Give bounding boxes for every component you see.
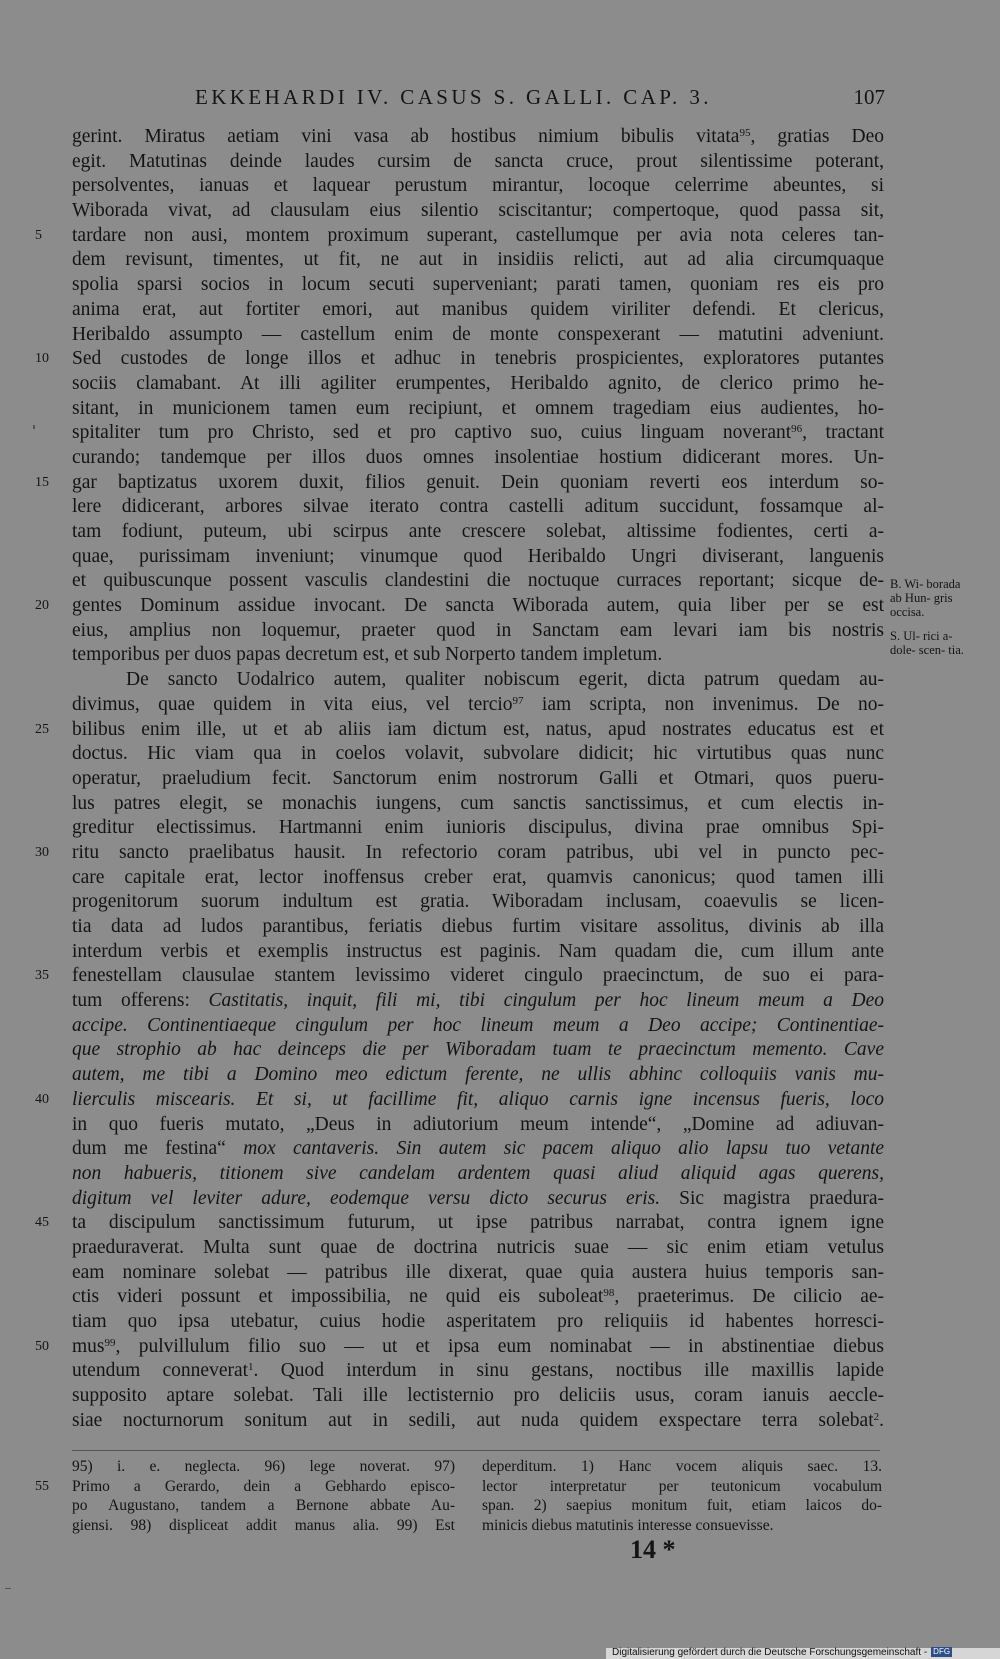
text-line: Heribaldo assumpto — castellum enim de monte conspexerant — matutini adveniunt. xyxy=(72,323,884,345)
text-line: sitant, in municionem tamen eum recipiunt, et omnem tragediam eius audientes, ho- xyxy=(72,397,884,419)
text-line: tum offerens: Castitatis, inquit, fili mi, tibi cingulum per hoc lineum meum a Deo xyxy=(72,990,885,1012)
line-number: 15 xyxy=(35,474,49,490)
signature-mark: 14 * xyxy=(630,1535,676,1564)
footnote-line: minicis diebus matutinis interesse consuevisse. xyxy=(482,1516,774,1534)
text-line: in quo fueris mutato, „Deus in adiutorium meum intende“, „Domine ad adiuvan- xyxy=(72,1113,884,1135)
text-line: 30 ritu sancto praelibatus hausit. In refectorio coram patribus, ubi vel in puncto pec- xyxy=(72,841,884,866)
running-title: EKKEHARDI IV. CASUS S. GALLI. CAP. 3. xyxy=(195,85,712,109)
text-line: divimus, quae quidem in vita eius, vel tercio$^{97}$ iam scripta, non invenimus. De no- xyxy=(72,693,884,715)
text-line: dum me festina“ mox cantaveris. Sin autem sic pacem aliquo alio lapsu tuo vetante xyxy=(72,1138,885,1160)
text-line: utendum conneverat$^1$. Quod interdum in sinu gestans, noctibus ille maxillis lapide xyxy=(72,1360,884,1382)
running-head xyxy=(70,85,885,115)
text-line: gerint. Miratus aetiam vini vasa ab hostibus nimium bibulis vitata$^{95}$, gratias Deo xyxy=(72,126,885,147)
footnote-line: giensi. 98) displiceat addit manus alia. 99) Est xyxy=(72,1516,455,1534)
text-line: 5 tardare non ausi, montem proximum superant, castellumque per avia nota celeres tan- xyxy=(72,224,884,249)
text-line: persolventes, ianuas et laquear perustum mirantur, locoque celerrime abeuntes, si xyxy=(72,175,884,197)
digitization-credit: Digitalisierung gefördert durch die Deutsche Forschungsgemeinschaft - DFG xyxy=(612,1647,951,1658)
text-line: greditur electissimus. Hartmanni enim iunioris discipulus, divina prae omnibus Spi- xyxy=(72,817,884,839)
dfg-logo: DFG xyxy=(933,1647,951,1656)
text-line: praeduraverat. Multa sunt quae de doctrina nutricis suae — sic enim etiam vetulus xyxy=(72,1236,884,1258)
line-number: 30 xyxy=(35,844,49,860)
scan-mark xyxy=(33,425,35,429)
text-line: lus patres elegit, se monachis iungens, cum sanctis sanctissimus, et cum electis in- xyxy=(72,792,884,814)
line-number: 45 xyxy=(35,1215,49,1231)
line-number: 25 xyxy=(35,721,49,737)
text-line: et quibuscunque possent vasculis clandestini die noctuque curraces reportant; sicque de- xyxy=(72,570,884,592)
text-line: 20 gentes Dominum assidue invocant. De sancta Wiborada autem, quia liber per se est xyxy=(72,594,884,619)
text-line: 50 mus$^{99}$, pulvillulum filio suo — ut et ipsa eum nominabat — in abstinentiae diebus xyxy=(72,1335,884,1360)
line-number: 55 xyxy=(35,1478,49,1494)
text-line: care capitale erat, lector inoffensus creber erat, quamvis canonicus; quod tamen illi xyxy=(72,866,884,888)
text-line: spolia sparsi socios in locum secuti superveniant; parati tamen, quoniam res eis pro xyxy=(72,274,884,296)
footnote-line: lector interpretatur per teutonicum vocabulum xyxy=(482,1477,882,1495)
text-line: 45 ta discipulum sanctissimum futurum, ut ipse patribus narrabat, contra ignem igne xyxy=(72,1211,884,1236)
line-number: 35 xyxy=(35,968,49,984)
line-number: 50 xyxy=(35,1338,49,1354)
text-line: 10 Sed custodes de longe illos et adhuc in tenebris prospicientes, exploratores putantes xyxy=(72,347,884,372)
text-line: spitaliter tum pro Christo, sed et pro captivo suo, cuius linguam noverant$^{96}$, tractant xyxy=(72,422,884,444)
text-line: anima erat, aut fortiter emori, aut manibus quidem viriliter defendi. Et clericus, xyxy=(72,298,884,320)
text-line: sociis clamabant. At illi agiliter erumpentes, Heribaldo agnito, de clerico primo he- xyxy=(72,372,884,394)
text-line: eius, amplius non loquemur, praeter quod in Sanctam eam levari iam bis nostris xyxy=(72,619,884,641)
text-line: temporibus per duos papas decretum est, et sub Norperto tandem impletum. xyxy=(72,644,663,666)
text-line: lere didicerant, arbores silvae iterato contra castelli aditum succidunt, fossamque al- xyxy=(72,496,884,518)
text-line: 40 lierculis miscearis. Et si, ut facillime fit, aliquo carnis igne incensus fueris, loco xyxy=(72,1088,884,1113)
text-line: digitum vel leviter adure, eodemque versu dicto securus eris. Sic magistra praedura- xyxy=(72,1187,884,1209)
text-line: operatur, praeludium fecit. Sanctorum enim nostrorum Galli et Otmari, quos pueru- xyxy=(72,767,884,789)
text-line: curando; tandemque per illos duos omnes insolentiae hostium didicerant mores. Un- xyxy=(72,446,884,468)
text-line: tia data ad ludos parantibus, feriatis diebus furtim visitare assolitus, divinis ab illa xyxy=(72,916,884,937)
footnotes-left-column xyxy=(35,1457,455,1535)
text-line: accipe. Continentiaeque cingulum per hoc lineum meum a Deo accipe; Continentiae- xyxy=(72,1014,884,1036)
text-line: 15 gar baptizatus uxorem duxit, filios genuit. Dein quoniam reverti eos interdum so- xyxy=(72,471,884,496)
margin-note: S. Ul- rici a- dole- scen- tia. xyxy=(890,629,964,657)
footnote-line: deperditum. 1) Hanc vocem aliquis saec. 13. xyxy=(482,1458,882,1475)
footnote-divider xyxy=(72,1450,880,1451)
footnote-line: 95) i. e. neglecta. 96) lege noverat. 97) xyxy=(72,1458,455,1475)
text-line: progenitorum suorum indultum est gratia. Wiboradam inclusam, coaevulis se licen- xyxy=(72,891,884,913)
text-line: 25 bilibus enim ille, ut et ab aliis iam dictum est, natus, apud nostrates educatus est et xyxy=(72,718,884,743)
text-line: eam nominare solebat — patribus ille dixerat, quae quia austera huius temporis san- xyxy=(72,1261,884,1283)
footnote-line: 55 Primo a Gerardo, dein a Gebhardo episco- xyxy=(35,1477,455,1495)
text-line: que strophio ab hac deinceps die per Wiboradam tuam te praecinctum memento. Cave xyxy=(72,1039,884,1061)
line-number: 5 xyxy=(35,227,42,243)
line-number: 10 xyxy=(35,351,49,367)
text-line: De sancto Uodalrico autem, qualiter nobiscum egerit, dicta patrum quedam au- xyxy=(126,669,884,691)
line-number: 20 xyxy=(35,598,49,614)
text-line: siae nocturnorum sonitum aut in sedili, aut nuda quidem exspectare terra solebat$^2$. xyxy=(72,1409,884,1431)
text-line: ctis videri possunt et impossibilia, ne quid eis suboleat$^{98}$, praeterimus. De cilicio ae- xyxy=(72,1286,884,1308)
footnotes-right-column xyxy=(482,1457,882,1535)
text-line: egit. Matutinas deinde laudes cursim de sancta cruce, prout silentissime poterant, xyxy=(72,150,884,172)
text-line: supposito aptare solebat. Tali ille lectisternio pro deliciis usus, coram ianuis aeccle- xyxy=(72,1385,884,1407)
page-number: 107 xyxy=(853,85,885,109)
text-line: tam fodiunt, puteum, ubi scirpus ante crescere solebat, altissime fodientes, certi a- xyxy=(72,521,884,542)
text-line: Wiborada vivat, ad clausulam eius silentio sciscitantur; compertoque, quod passa sit, xyxy=(72,200,884,222)
margin-note: B. Wi- borada ab Hun- gris occisa. xyxy=(890,577,961,619)
text-line: non habueris, titionem sive candelam ardentem quasi aliud aliquid agas querens, xyxy=(72,1162,884,1184)
text-line: tiam quo ipsa utebatur, cuius hodie asperitatem pro reliquiis id habentes horresci- xyxy=(72,1311,884,1332)
scan-mark xyxy=(5,1588,11,1589)
text-line: quae, purissimam inveniunt; vinumque quod Heribaldo Ungri diviserant, languenis xyxy=(72,545,884,567)
text-line: dem revisunt, timentes, ut fit, ne aut in insidiis relicti, aut ad alia circumquaque xyxy=(72,249,884,271)
text-line: autem, me tibi a Domino meo edictum ferente, ne ullis abhinc colloquiis vanis mu- xyxy=(72,1064,884,1086)
footnote-line: po Augustano, tandem a Bernone abbate Au- xyxy=(72,1497,455,1514)
main-text xyxy=(35,125,885,1433)
line-number: 40 xyxy=(35,1091,49,1107)
text-line: doctus. Hic viam qua in coelos volavit, subvolare didicit; hic virtutibus quas nunc xyxy=(72,743,884,765)
footnote-line: span. 2) saepius monitum fuit, etiam laicos do- xyxy=(482,1497,882,1514)
margin-notes xyxy=(890,577,970,665)
text-line: interdum verbis et exemplis instructus est paginis. Nam quadam die, cum illum ante xyxy=(72,940,884,962)
text-line: 35 fenestellam clausulae stantem levissimo videret cingulo praecinctum, de suo ei para- xyxy=(72,964,884,989)
